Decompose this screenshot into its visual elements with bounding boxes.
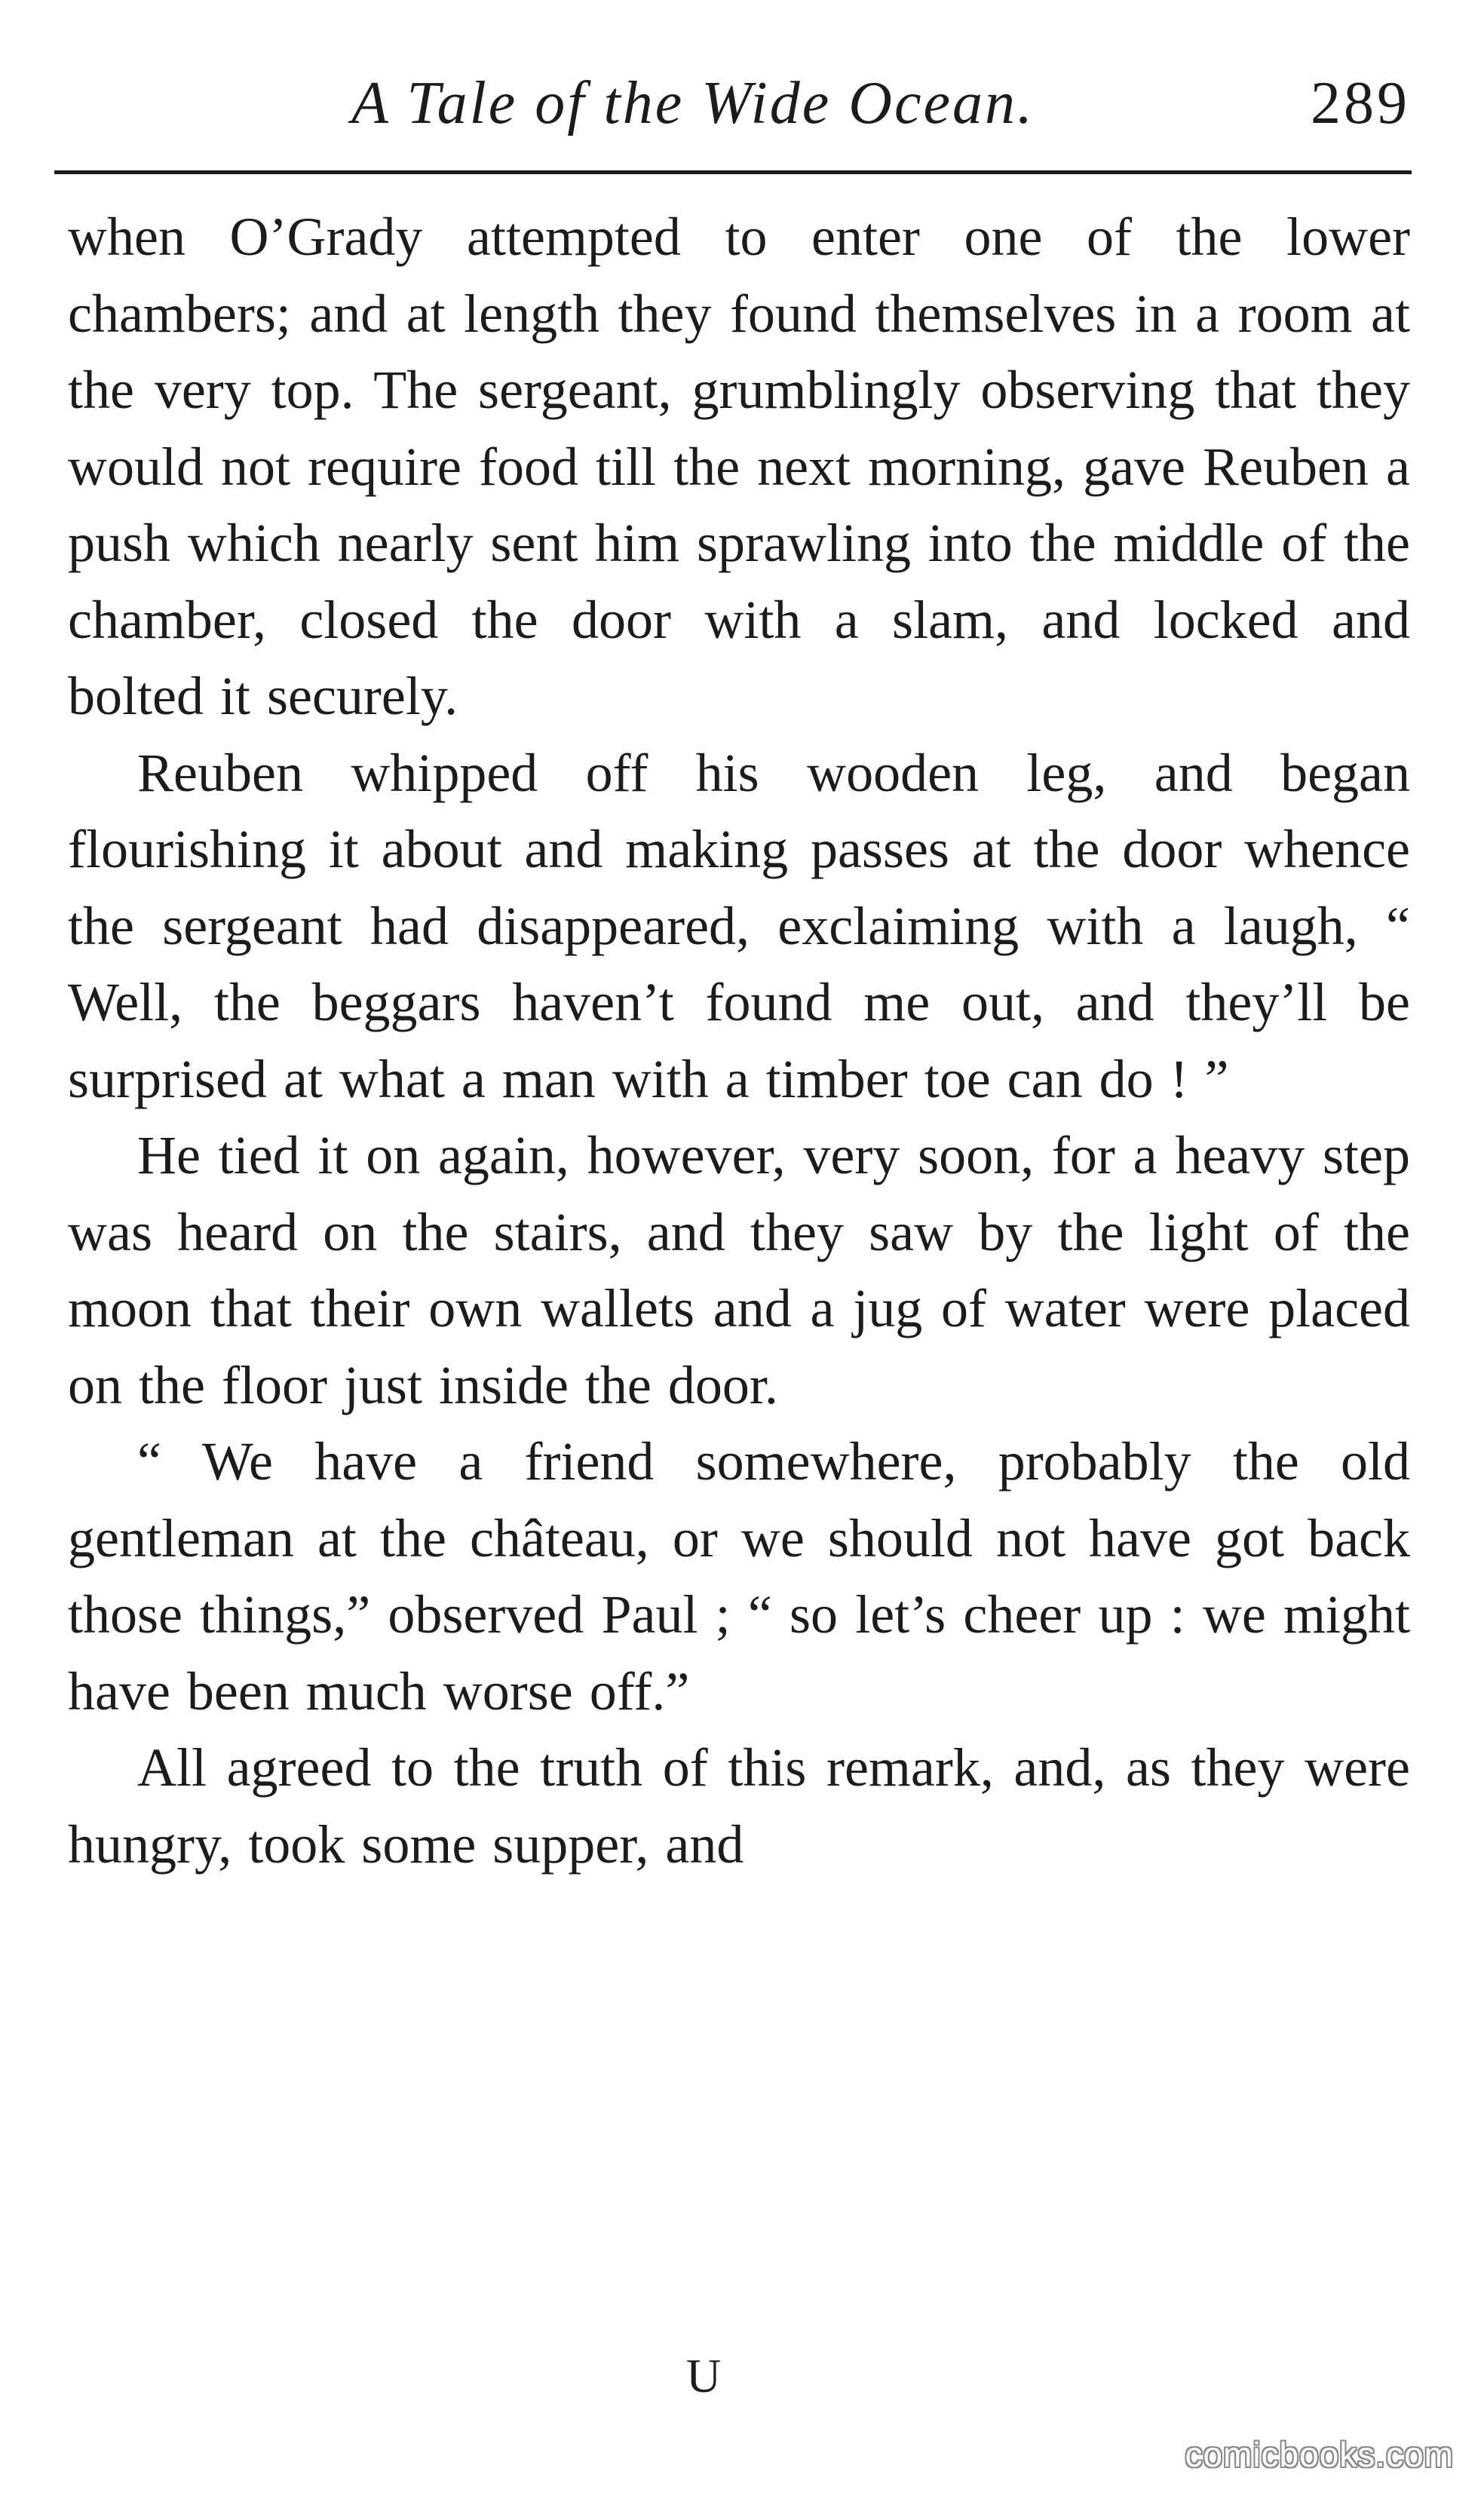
- page-number: 289: [1311, 70, 1410, 136]
- header-rule: [54, 170, 1412, 174]
- running-title: A Tale of the Wide Ocean.: [351, 70, 1035, 136]
- paragraph: He tied it on again, however, very soon, for a heavy step was heard on the stairs, and they saw by the light of the moon that their own wallets and a jug of water were placed on the floor just inside the door.: [68, 1125, 1410, 1415]
- paragraph: when O’Grady attempted to enter one of the lower chambers; and at length they found themselves in a room at the very top. The sergeant, grumblingly observing that they would not require food till the next morning, gave Reuben a push which nearly sent him sprawling into the middle of the chamber, closed the door with a slam, and locked and bolted it securely.: [68, 207, 1410, 726]
- signature-mark: U: [686, 2349, 723, 2402]
- body-text: [68, 199, 1410, 1883]
- watermark: comicbooks.com: [1185, 2435, 1454, 2474]
- paragraph: Reuben whipped off his wooden leg, and began flourishing it about and making passes at the door whence the sergeant had disappeared, exclaiming with a laugh, “ Well, the beggars haven’t found me out, and they’ll be surprised at what a man with a timber toe can do ! ”: [68, 742, 1410, 1109]
- page-header: [68, 60, 1410, 151]
- paragraph: “ We have a friend somewhere, probably the old gentleman at the château, or we should not have got back those things,” observed Paul ; “ so let’s cheer up : we might have been much worse off.”: [68, 1431, 1410, 1722]
- paragraph: All agreed to the truth of this remark, and, as they were hungry, took some supper, and: [68, 1737, 1410, 1875]
